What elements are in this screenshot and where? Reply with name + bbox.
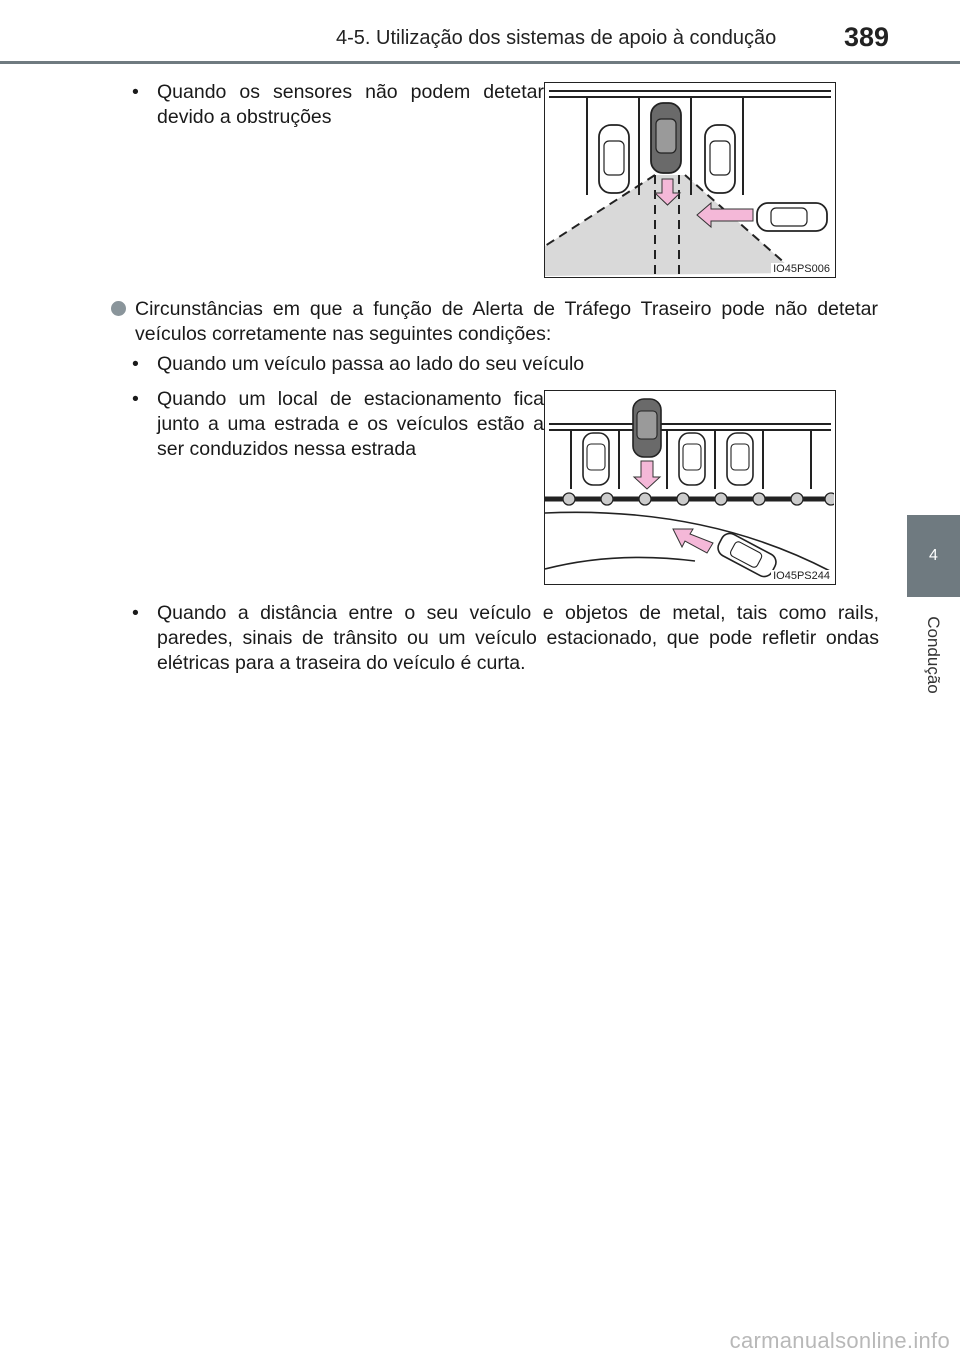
parked-car <box>583 433 609 485</box>
bullet-parking-by-road-text: Quando um local de estacionamento fica junto a uma estrada e os veículos estão a ser conduzidos nessa estrada <box>157 388 544 460</box>
parked-car-right <box>705 125 735 193</box>
section-title: 4-5. Utilização dos sistemas de apoio à condução <box>336 27 777 49</box>
bullet-dot: • <box>132 81 139 103</box>
page-number: 389 <box>844 22 890 52</box>
figure-code: IO45PS006 <box>773 263 830 275</box>
approaching-car <box>757 203 827 231</box>
watermark: carmanualsonline.info <box>729 1328 950 1353</box>
chapter-tab <box>907 515 960 597</box>
figure-parking-obstructions <box>544 82 836 278</box>
figure-parking-by-road <box>544 390 836 585</box>
bullet-metal-objects <box>132 601 879 676</box>
bullet-parking-by-road <box>132 387 544 462</box>
parking-obstructions-illustration <box>545 83 834 276</box>
bullet-obstructions-text: Quando os sensores não podem detetar devido a obstruções <box>157 81 544 128</box>
own-car <box>633 399 661 457</box>
chapter-label: Condução <box>924 616 943 694</box>
bullet-passing-vehicle <box>132 352 877 377</box>
parked-car-left <box>599 125 629 193</box>
parked-car <box>679 433 705 485</box>
circle-bullet-icon <box>111 301 126 316</box>
circumstances-intro-text: Circunstâncias em que a função de Alerta de Tráfego Traseiro pode não detetar veículos corretamente nas seguintes condições: <box>135 298 878 345</box>
bullet-dot: • <box>132 602 139 624</box>
reverse-arrow <box>634 461 660 489</box>
bullet-obstructions <box>132 80 544 130</box>
bullet-dot: • <box>132 353 139 375</box>
header-rule <box>0 61 960 64</box>
approach-arrow <box>673 529 713 553</box>
own-car <box>651 103 681 173</box>
bullet-passing-vehicle-text: Quando um veículo passa ao lado do seu veículo <box>157 353 585 375</box>
chapter-number: 4 <box>929 547 938 564</box>
bullet-metal-objects-text: Quando a distância entre o seu veículo e objetos de metal, tais como rails, paredes, sinais de trânsito ou um veículo estacionado, que pode refletir ondas elétricas para a traseira do veículo é curta. <box>157 602 879 674</box>
figure-code: IO45PS244 <box>773 570 830 582</box>
parked-car <box>727 433 753 485</box>
road-edge-lower <box>545 557 695 569</box>
parking-by-road-illustration <box>545 391 834 583</box>
bullet-dot: • <box>132 388 139 410</box>
circumstances-intro <box>111 297 878 347</box>
